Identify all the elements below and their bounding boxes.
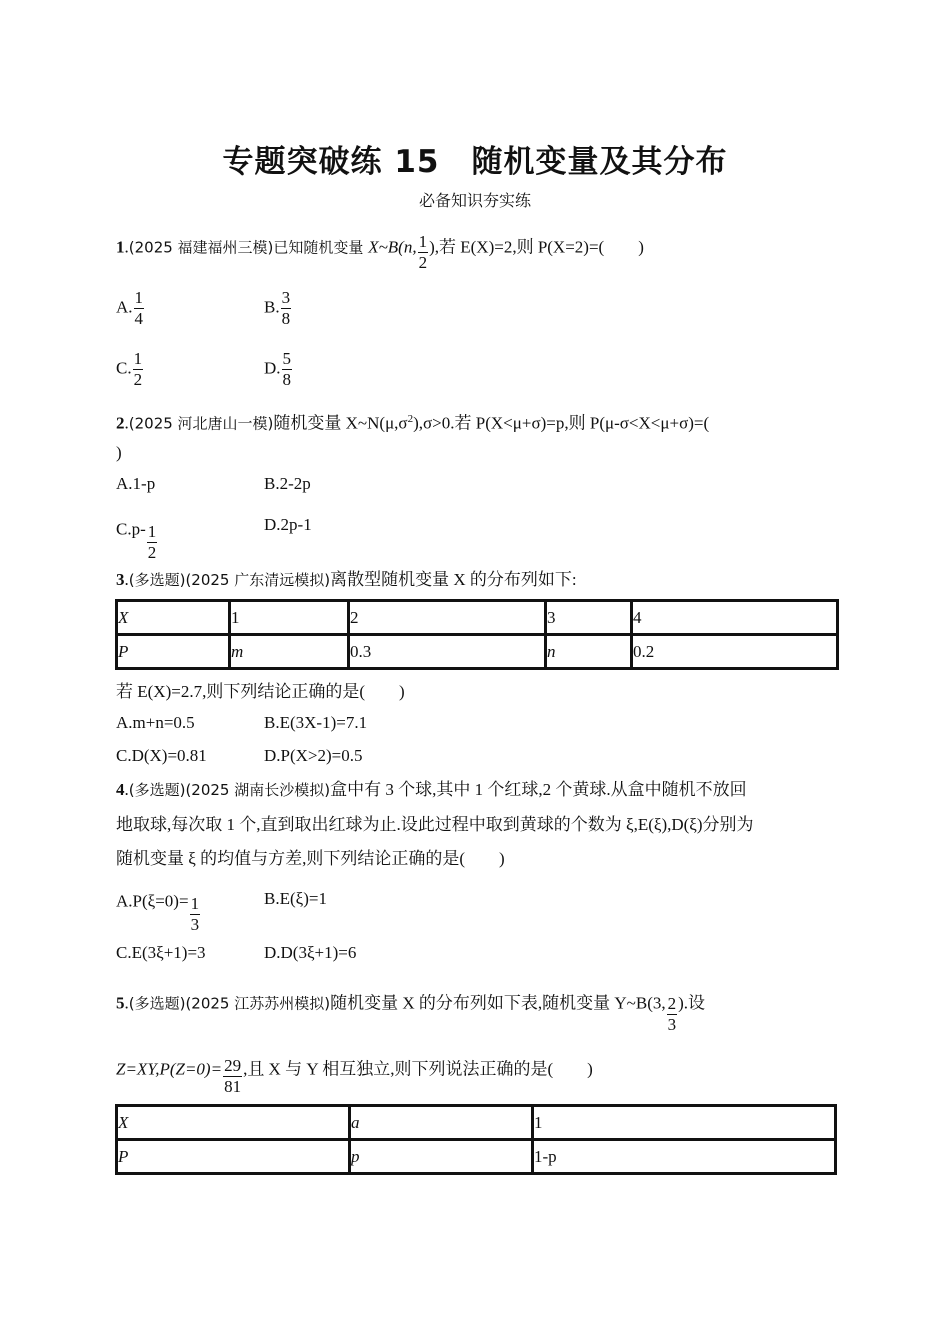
table-row	[117, 635, 838, 669]
table-cell: 0.3	[349, 635, 546, 669]
table-cell: 2	[349, 601, 546, 635]
q4-option-b[interactable]: B.E(ξ)=1	[264, 889, 327, 908]
distribution-table	[115, 1104, 837, 1175]
question-3-stem: 3.(多选题)(2025 广东清远模拟)离散型随机变量 X 的分布列如下:	[116, 570, 577, 589]
q1-option-b[interactable]: B. $\frac{3}{8}$	[264, 288, 291, 328]
question-4-stem-line2: 地取球,每次取 1 个,直到取出红球为止.设此过程中取到黄球的个数为 ξ,E(ξ),D(ξ)分别为	[116, 815, 754, 834]
distribution-table	[115, 599, 839, 670]
question-4-stem: 4.(多选题)(2025 湖南长沙模拟)盒中有 3 个球,其中 1 个红球,2 个黄球.从盒中随机不放回	[116, 780, 747, 799]
table-cell: X	[117, 1106, 350, 1140]
q1-option-d[interactable]: D. $\frac{5}{8}$	[264, 349, 292, 389]
q3-option-c[interactable]: C.D(X)=0.81	[116, 746, 207, 765]
table-cell: a	[350, 1106, 533, 1140]
table-cell: X	[117, 601, 230, 635]
q3-option-b[interactable]: B.E(3X-1)=7.1	[264, 713, 368, 732]
question-number: 4	[116, 780, 125, 799]
question-source: (2025 河北唐山一模)	[128, 414, 274, 433]
question-source: (多选题)(2025 广东清远模拟)	[128, 571, 331, 589]
table-row	[117, 1106, 836, 1140]
q2-option-c[interactable]: C.p- $\frac{1}{2}$	[116, 519, 157, 562]
question-4-stem-line3: 随机变量 ξ 的均值与方差,则下列结论正确的是( )	[116, 849, 505, 868]
table-cell: 1	[533, 1106, 836, 1140]
page-title: 专题突破练 15 随机变量及其分布	[222, 144, 728, 180]
question-2-stem-close: )	[116, 443, 122, 462]
table-cell: m	[230, 635, 349, 669]
question-number: 2	[116, 413, 125, 433]
q4-option-d[interactable]: D.D(3ξ+1)=6	[264, 943, 357, 962]
question-5-stem-line2: Z=XY,P(Z=0)= $\frac{29}{81}$ ,且 X 与 Y 相互独立,则下列说法正确的是( )	[116, 1056, 593, 1096]
table-cell: 4	[632, 601, 838, 635]
q3-option-a[interactable]: A.m+n=0.5	[116, 713, 195, 732]
table-cell: 1-p	[533, 1140, 836, 1174]
q4-option-c[interactable]: C.E(3ξ+1)=3	[116, 943, 206, 962]
q2-option-b[interactable]: B.2-2p	[264, 474, 311, 493]
table-cell: P	[117, 1140, 350, 1174]
q2-option-d[interactable]: D.2p-1	[264, 515, 312, 534]
table-cell: 0.2	[632, 635, 838, 669]
question-number: 3	[116, 570, 125, 589]
table-cell: p	[350, 1140, 533, 1174]
q1-option-a[interactable]: A. $\frac{1}{4}$	[116, 288, 144, 328]
table-cell: P	[117, 635, 230, 669]
question-source: (2025 福建福州三模)	[128, 238, 274, 257]
table-row	[117, 601, 838, 635]
table-cell: 1	[230, 601, 349, 635]
table-cell: n	[546, 635, 632, 669]
question-5-stem: 5.(多选题)(2025 江苏苏州模拟)随机变量 X 的分布列如下表,随机变量 Y~B(3, $\frac{2}{3}$ ).设	[116, 993, 706, 1034]
section-subtitle: 必备知识夯实练	[418, 191, 531, 210]
question-source: (多选题)(2025 湖南长沙模拟)	[128, 781, 331, 799]
question-number: 5	[116, 993, 125, 1013]
question-number: 1	[116, 237, 125, 257]
question-1-stem: 1.(2025 福建福州三模)已知随机变量 X~B(n, $\frac{1}{2}$ ),若 E(X)=2,则 P(X=2)=( )	[116, 232, 644, 272]
fraction: $\frac{1}{2}$	[418, 232, 428, 272]
question-3-condition: 若 E(X)=2.7,则下列结论正确的是( )	[116, 682, 405, 701]
question-2-stem: 2.(2025 河北唐山一模)随机变量 $X\sim N(\mu,\sigma^2),\sigma>0$.若 P(X<μ+σ)=p,则 P(μ-σ<X<μ+σ)=(	[116, 413, 710, 433]
q2-option-a[interactable]: A.1-p	[116, 474, 156, 493]
q3-option-d[interactable]: D.P(X>2)=0.5	[264, 746, 363, 765]
table-cell: 3	[546, 601, 632, 635]
table-row	[117, 1140, 836, 1174]
question-source: (多选题)(2025 江苏苏州模拟)	[128, 994, 331, 1013]
q1-option-c[interactable]: C. $\frac{1}{2}$	[116, 349, 143, 389]
q4-option-a[interactable]: A.P(ξ=0)= $\frac{1}{3}$	[116, 891, 200, 934]
